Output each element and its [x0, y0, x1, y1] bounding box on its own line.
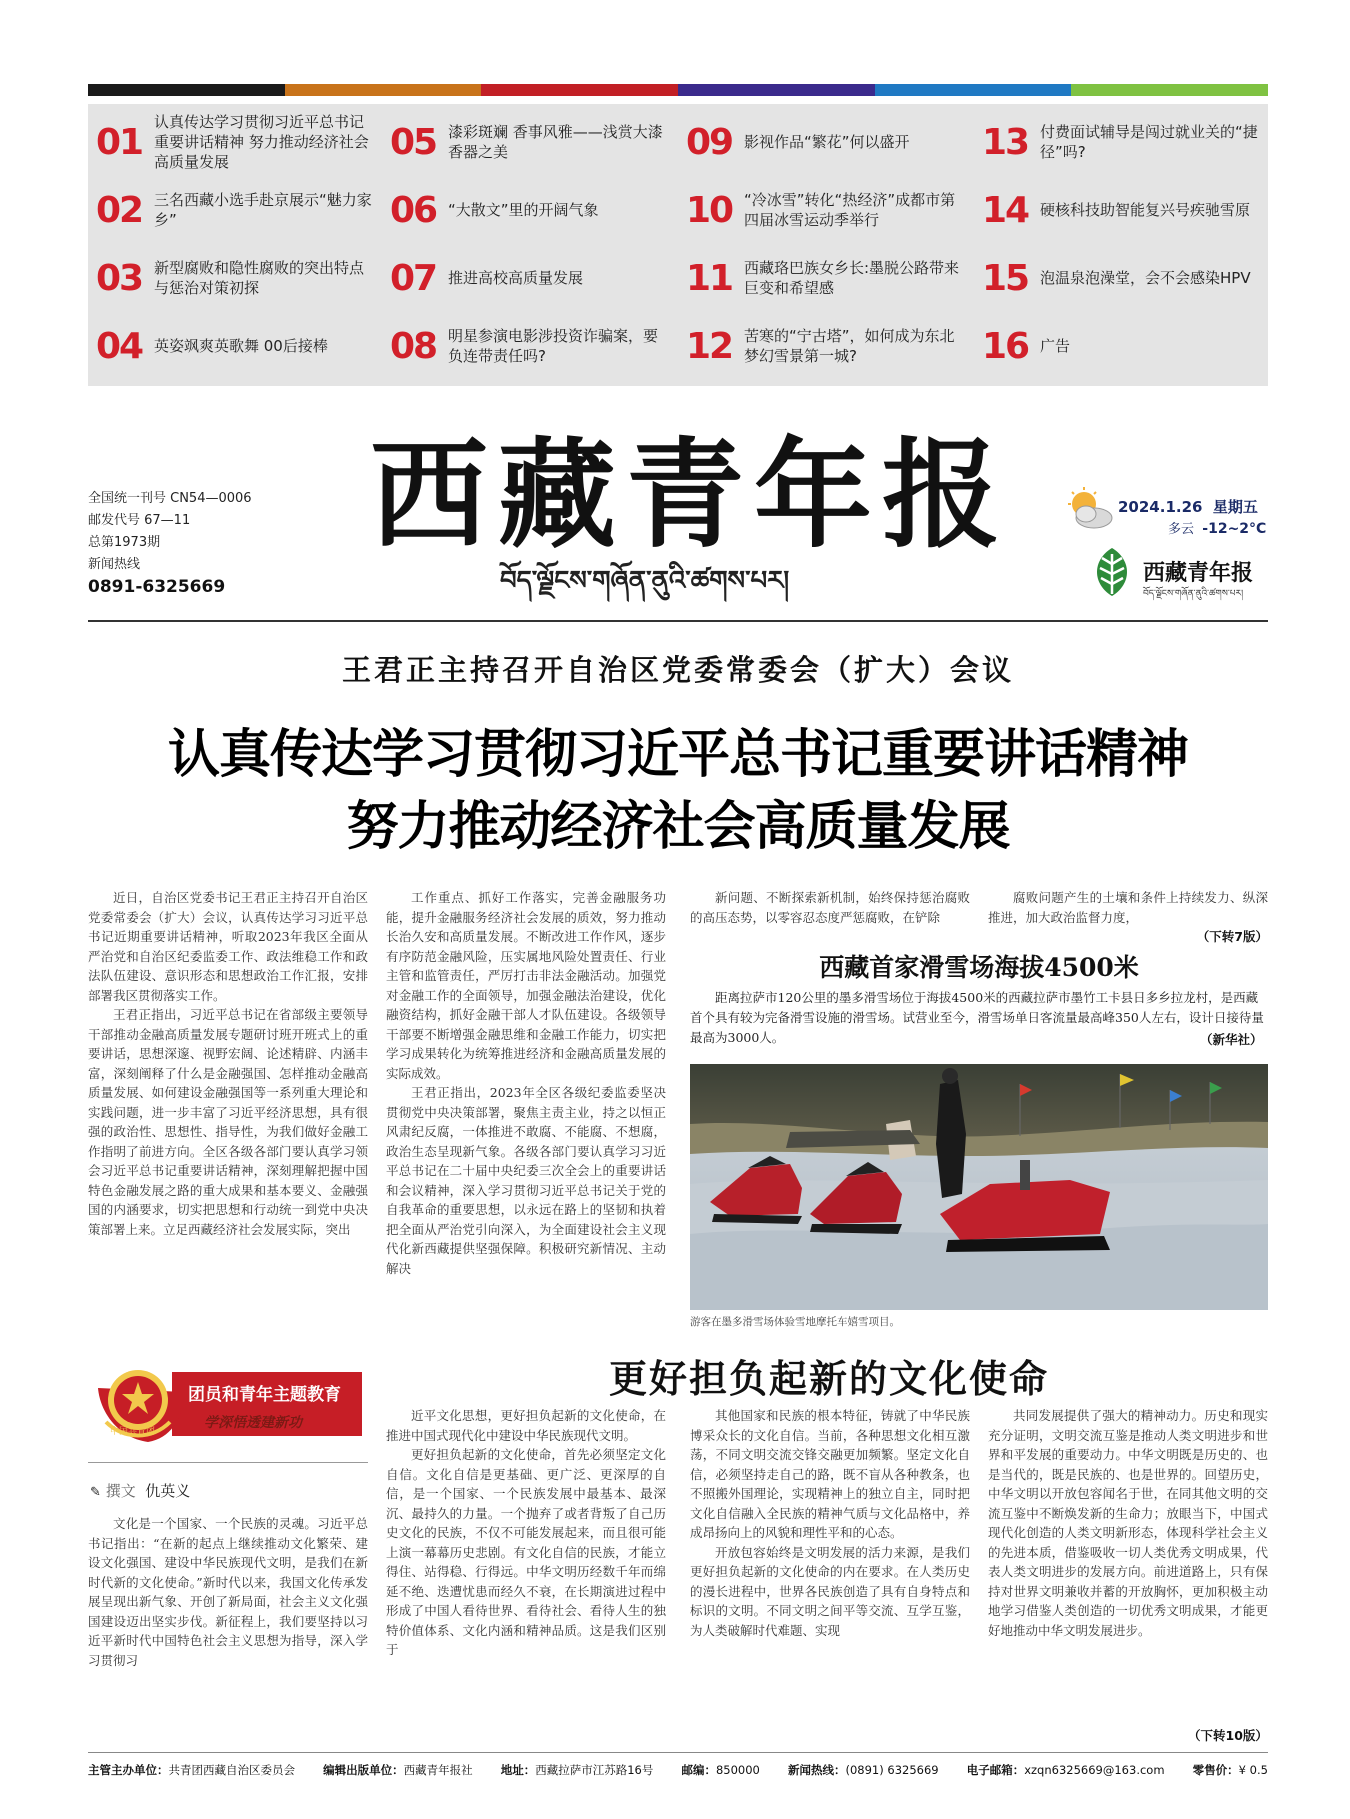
hotline-number: 0891-6325669: [88, 577, 226, 597]
toc-item[interactable]: [982, 110, 1266, 174]
toc-title: 推进高校高质量发展: [448, 269, 584, 287]
feature-headline: 更好担负起新的文化使命: [608, 1356, 1049, 1401]
ski-photo-caption: 游客在墨多滑雪场体验雪地摩托车嬉雪项目。: [690, 1316, 900, 1328]
color-bar-segment: [481, 84, 678, 96]
feature-continued-note: （下转10版）: [1184, 1726, 1268, 1744]
footer-email: 电子邮箱：xzqn6325669@163.com: [966, 1763, 1165, 1777]
partly-cloudy-icon: [1064, 486, 1116, 532]
color-bar-segment: [678, 84, 875, 96]
issue-date: [1118, 496, 1258, 517]
footer-postcode: 邮编：850000: [681, 1763, 760, 1777]
footer-sponsor: 主管主办单位：共青团西藏自治区委员会: [88, 1763, 295, 1777]
toc-item[interactable]: [390, 246, 674, 310]
color-bar-segment: [88, 84, 285, 96]
toc-title: 漆彩斑斓 香事风雅——浅赏大漆香器之美: [448, 123, 663, 161]
toc-item[interactable]: [686, 314, 970, 378]
toc-item[interactable]: [686, 246, 970, 310]
weekday-value: 星期五: [1212, 498, 1258, 516]
feature-column-1: [88, 1514, 368, 1746]
footer-hotline: 新闻热线：(0891) 6325669: [787, 1763, 939, 1777]
toc-page-number: 12: [686, 325, 733, 367]
author-label: 撰文: [105, 1482, 136, 1500]
toc-title: 三名西藏小选手赴京展示“魅力家乡”: [154, 191, 372, 229]
lead-column-2: [386, 888, 666, 1320]
toc-title: “大散文”里的开阔气象: [448, 201, 599, 219]
toc-item[interactable]: [390, 314, 674, 378]
toc-item[interactable]: [982, 314, 1266, 378]
toc-item[interactable]: [686, 110, 970, 174]
toc-title: 英姿飒爽英歌舞 00后接棒: [154, 337, 328, 355]
toc-item[interactable]: [982, 246, 1266, 310]
author-divider: [88, 1462, 368, 1463]
color-bar-segment: [1071, 84, 1268, 96]
toc-page-number: 07: [390, 257, 437, 299]
toc-item[interactable]: [390, 178, 674, 242]
toc-page-number: 03: [96, 257, 143, 299]
paragraph: 共同发展提供了强大的精神动力。历史和现实充分证明，文明交流互鉴是推动人类文明进步和世界和平发展的重要动力。中华文明既是历史的、也是当代的，既是民族的、也是世界的。回望历史，中华文明以开放包容闻名于世，在同其他文明的交流互鉴中不断焕发新的生命力；放眼当下，中国式现代化创造的人类文明新形态，体现科学社会主义的先进本质，借鉴吸收一切人类优秀文明成果，代表人类文明进步的发展方向。前进道路上，只有保持对世界文明兼收并蓄的开放胸怀，更加积极主动地学习借鉴人类创造的一切优秀文明成果，才能更好地推动中华文明发展进步。: [988, 1408, 1268, 1638]
footer-price: 零售价：¥ 0.5: [1192, 1763, 1268, 1777]
toc-page-number: 08: [390, 325, 437, 367]
paragraph: 王君正指出，习近平总书记在省部级主要领导干部推动金融高质量发展专题研讨班开班式上的重要讲话，思想深邃、视野宏阔、论述精辟、内涵丰富，深刻阐释了什么是金融强国、怎样推动金融高质量发展、如何建设金融强国等一系列重大理论和实践问题，进一步丰富了习近平经济思想，具有很强的政治性、思想性、指导性，为我们做好金融工作指明了前进方向。全区各级各部门要认真学习领会习近平总书记重要讲话精神，深刻理解把握中国特色金融发展之路的重大成果和基本要义、金融强国的内涵要求，切实把思想和行动统一到党中央决策部署上来。立足西藏经济社会发展实际，突出: [88, 1007, 368, 1237]
feature-column-2: [386, 1406, 666, 1746]
footer: [88, 1762, 1268, 1778]
toc-page-number: 10: [686, 189, 733, 231]
paragraph: 近平文化思想，更好担负起新的文化使命，在推进中国式现代化中建设中华民族现代文明。: [386, 1408, 666, 1443]
footer-divider: [88, 1752, 1268, 1753]
logo-wordmark: 西藏青年报: [1143, 560, 1254, 586]
toc-page-number: 14: [982, 189, 1029, 231]
toc-title: 明星参演电影涉投资诈骗案，要负连带责任吗?: [448, 327, 659, 365]
toc-page-number: 05: [390, 121, 437, 163]
feature-column-3: [690, 1406, 970, 1746]
toc-item[interactable]: [96, 246, 380, 310]
toc-page-number: 04: [96, 325, 143, 367]
footer-address: 地址：西藏拉萨市江苏路16号: [500, 1763, 654, 1777]
lead-column-3-text: 新问题、不断探索新机制，始终保持惩治腐败的高压态势，以零容忍态度严惩腐败，在铲除: [690, 890, 970, 925]
temperature-range: -12~2°C: [1202, 521, 1267, 537]
lead-headline-line1: 认真传达学习贯彻习近平总书记重要讲话精神: [167, 725, 1188, 785]
toc-page-number: 01: [96, 121, 143, 163]
feature-column-4: [988, 1406, 1268, 1746]
lead-continued-note: （下转7版）: [1196, 929, 1268, 944]
publication-info: [88, 488, 252, 598]
badge-title: 团员和青年主题教育: [188, 1385, 341, 1405]
toc-page-number: 11: [686, 257, 733, 299]
toc-title: “冷冰雪”转化“热经济”成都市第四届冰雪运动季举行: [744, 191, 956, 229]
toc-item[interactable]: [96, 314, 380, 378]
lead-subheadline: 王君正主持召开自治区党委常委会（扩大）会议: [341, 653, 1014, 687]
toc-title: 硬核科技助智能复兴号疾驰雪原: [1040, 201, 1251, 219]
ski-source: （新华社）: [1200, 1032, 1263, 1047]
paragraph: 更好担负起新的文化使命，首先必须坚定文化自信。文化自信是更基础、更广泛、更深厚的自信，是一个国家、一个民族发展中最基本、最深沉、最持久的力量。一个抛弃了或者背叛了自己历史文化的民族，不仅不可能发展起来，而且很可能上演一幕幕历史悲剧。有文化自信的民族，才能立得住、站得稳、行得远。中华文明历经数千年而绵延不绝、迭遭忧患而经久不衰，在长期演进过程中形成了中国人看待世界、看待社会、看待人生的独特价值体系、文化内涵和精神品质。这是我们区别于: [386, 1447, 666, 1657]
author-name: 仇英义: [145, 1482, 191, 1500]
toc-title: 泡温泉泡澡堂，会不会感染HPV: [1040, 269, 1251, 287]
weather-condition: 多云: [1168, 522, 1195, 537]
postal-code-line: 邮发代号 67—11: [88, 513, 191, 528]
issn-line: 全国统一刊号 CN54—0006: [88, 491, 252, 506]
pen-icon: ✎: [90, 1485, 101, 1500]
toc-item[interactable]: [982, 178, 1266, 242]
lead-column-4-text: 腐败问题产生的土壤和条件上持续发力、纵深推进，加大政治监督力度，: [988, 890, 1268, 925]
toc-item[interactable]: [390, 110, 674, 174]
newspaper-logo-icon: [1088, 546, 1136, 598]
paragraph: 文化是一个国家、一个民族的灵魂。习近平总书记指出：“在新的起点上继续推动文化繁荣、建设文化强国、建设中华民族现代文明，是我们在新时代新的文化使命。”新时代以来，我国文化传承发展呈现出新气象、开创了新局面，社会主义文化强国建设迈出坚实步伐。新征程上，我们要坚持以习近平新时代中国特色社会主义思想为指导，深入学习贯彻习: [88, 1516, 368, 1668]
toc-page-number: 09: [686, 121, 733, 163]
ski-headline: 西藏首家滑雪场海拔4500米: [819, 953, 1139, 982]
issue-number-line: 总第1973期: [88, 535, 161, 550]
emblem-text: 中国共青团: [110, 1427, 156, 1437]
toc-title: 西藏珞巴族女乡长:墨脱公路带来巨变和希望感: [744, 259, 960, 297]
toc-page-number: 16: [982, 325, 1029, 367]
lead-column-3: [690, 888, 970, 932]
toc-page-number: 13: [982, 121, 1029, 163]
toc-title: 付费面试辅导是闯过就业关的“捷径”吗?: [1040, 123, 1258, 161]
toc-page-number: 02: [96, 189, 143, 231]
lead-headline-line2: 努力推动经济社会高质量发展: [346, 797, 1010, 857]
author-line: [90, 1480, 190, 1501]
toc-title: 新型腐败和隐性腐败的突出特点与惩治对策初探: [154, 259, 365, 297]
paragraph: 王君正指出，2023年全区各级纪委监委坚决贯彻党中央决策部署，聚焦主责主业，持之以恒正风肃纪反腐，一体推进不敢腐、不能腐、不想腐，政治生态呈现新气象。各级各部门要认真学习习近平总书记在二十届中央纪委三次全会上的重要讲话和会议精神，深入学习贯彻习近平总书记关于党的自我革命的重要思想，以永远在路上的坚韧和执着把全面从严治党引向深入，为全面建设社会主义现代化新西藏提供坚强保障。积极研究新情况、主动解决: [386, 1085, 666, 1276]
toc-title: 认真传达学习贯彻习近平总书记重要讲话精神 努力推动经济社会高质量发展: [154, 113, 369, 171]
paragraph: 其他国家和民族的根本特征，铸就了中华民族博采众长的文化自信。当前，各种思想文化相互激荡，不同文明交流交锋交融更加频繁。坚定文化自信，必须坚持走自己的路，既不盲从各种教条，也不照搬外国理论，实现精神上的独立自主，同时把文化自信融入全民族的精神气质与文化品格中，养成昂扬向上的风貌和理性平和的心态。: [690, 1408, 970, 1540]
paragraph: 近日，自治区党委书记王君正主持召开自治区党委常委会（扩大）会议，认真传达学习习近平总书记近期重要讲话精神，听取2023年我区全面从严治党和自治区纪委监委工作、政法维稳工作和政法队伍建设、意识形态和思想政治工作汇报，安排部署我区贯彻落实工作。: [88, 890, 368, 1003]
masthead-divider: [88, 620, 1268, 622]
footer-publisher: 编辑出版单位：西藏青年报社: [323, 1763, 473, 1777]
toc-title: 广告: [1040, 337, 1071, 355]
date-value: 2024.1.26: [1118, 498, 1203, 516]
youth-league-emblem-icon: [88, 1352, 366, 1458]
toc-item[interactable]: [686, 178, 970, 242]
top-color-bar: [88, 84, 1268, 96]
toc-title: 影视作品“繁花”何以盛开: [744, 133, 910, 151]
masthead-title: 西藏青年报: [370, 425, 1011, 564]
toc-title: 苦寒的“宁古塔”，如何成为东北梦幻雪景第一城?: [744, 327, 955, 365]
logo-tibetan: བོད་ལྗོངས་གཞོན་ནུའི་ཚགས་པར།: [1143, 589, 1244, 599]
lead-column-1: [88, 888, 368, 1320]
ski-photo: [690, 1064, 1268, 1310]
badge-slogan: 学深悟透建新功: [204, 1415, 302, 1431]
color-bar-segment: [285, 84, 482, 96]
toc-page-number: 06: [390, 189, 437, 231]
ski-body: [690, 988, 1268, 1048]
toc-item[interactable]: [96, 178, 380, 242]
theme-education-badge: [88, 1352, 366, 1458]
color-bar-segment: [875, 84, 1072, 96]
hotline-label: 新闻热线: [88, 557, 141, 572]
ski-body-text: 距离拉萨市120公里的墨多滑雪场位于海拔4500米的西藏拉萨市墨竹工卡县日多乡拉龙村，是西藏首个具有较为完备滑雪设施的滑雪场。试营业至今，滑雪场单日客流量最高峰350人左右，设计日接待量最高为3000人。: [690, 990, 1264, 1045]
paragraph: 工作重点、抓好工作落实，完善金融服务功能，提升金融服务经济社会发展的质效，努力推动长治久安和高质量发展。不断改进工作作风，逐步有序防范金融风险，压实属地风险处置责任、行业主管和监管责任，严厉打击非法金融活动。加强党对金融工作的全面领导，加强金融法治建设，优化融资结构，抓好金融干部人才队伍建设。各级领导干部要不断增强金融思维和金融工作能力，切实把学习成果转化为统筹推进经济和金融高质量发展的实际成效。: [386, 890, 666, 1081]
masthead-tibetan-title: བོད་ལྗོངས་གཞོན་ནུའི་ཚགས་པར།: [500, 566, 790, 596]
lead-column-4: [988, 888, 1268, 944]
toc-item[interactable]: [96, 110, 380, 174]
table-of-contents: [88, 104, 1268, 386]
weather-info: [1168, 518, 1266, 537]
toc-page-number: 15: [982, 257, 1029, 299]
paragraph: 开放包容始终是文明发展的活力来源，是我们更好担负起新的文化使命的内在要求。在人类历史的漫长进程中，世界各民族创造了具有自身特点和标识的文明。不同文明之间平等交流、互学互鉴，为人类破解时代难题、实现: [690, 1544, 970, 1638]
